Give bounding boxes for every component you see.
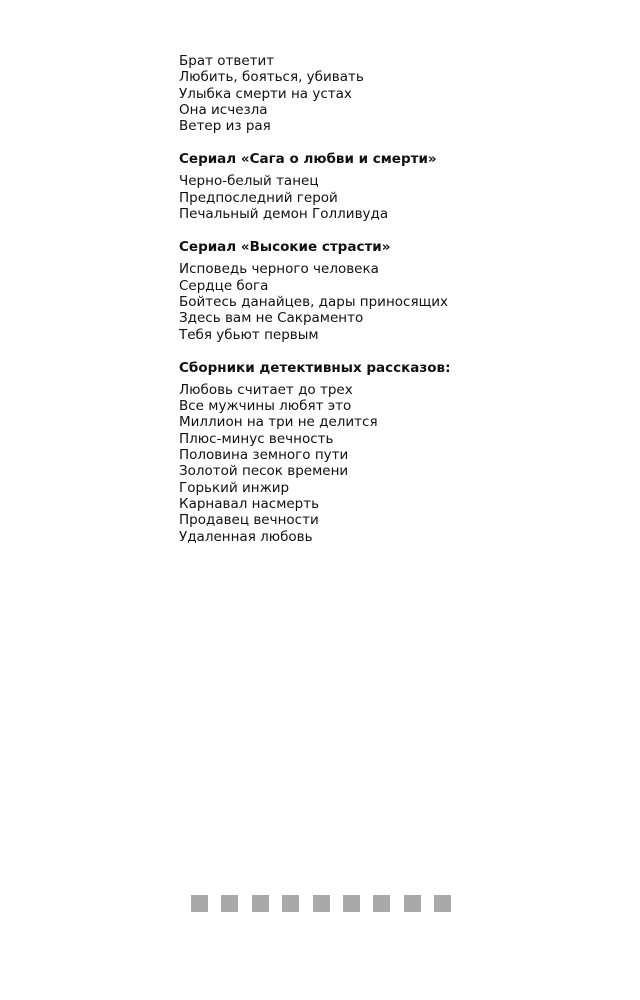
book-title: Все мужчины любят это [179,398,352,415]
section-standalone [179,53,619,134]
book-title: Брат ответит [179,53,275,69]
book-title: Печальный демон Голливуда [179,206,389,223]
ornament-square-icon [404,895,421,912]
book-title: Миллион на три не делится [179,414,378,431]
book-title: Она исчезла [179,101,268,118]
section-heading: Сборники детективных рассказов: [179,359,451,376]
book-title: Тебя убьют первым [179,326,319,343]
section-heading: Сериал «Сага о любви и смерти» [179,151,437,168]
ornament-square-icon [373,895,390,912]
title-list [179,53,619,134]
book-title: Половина земного пути [179,447,349,464]
book-title: Предпоследний герой [179,189,338,206]
book-title: Любовь считает до трех [179,381,353,398]
ornament-square-icon [191,895,208,912]
book-title: Любить, бояться, убивать [179,69,364,86]
ornament-square-icon [434,895,451,912]
book-title: Черно-белый танец [179,173,319,190]
title-list [179,261,619,342]
book-list [179,53,619,545]
book-title: Ветер из рая [179,118,271,135]
book-title: Удаленная любовь [179,528,313,545]
ornament-square-icon [252,895,269,912]
book-title: Исповедь черного человека [179,261,379,278]
book-title: Улыбка смерти на устах [179,85,352,102]
title-list [179,382,619,545]
section-story-collections [179,360,619,545]
book-title: Золотой песок времени [179,463,349,480]
title-list [179,173,619,222]
book-title: Плюс-минус вечность [179,430,334,447]
section-high-passions-series [179,239,619,342]
book-title: Сердце бога [179,277,269,294]
book-title: Продавец вечности [179,512,319,529]
section-heading: Сериал «Высокие страсти» [179,239,391,256]
book-title: Карнавал насмерть [179,495,320,512]
book-title: Бойтесь данайцев, дары приносящих [179,293,449,310]
book-title: Горький инжир [179,479,290,496]
ornament-square-icon [221,895,238,912]
ornament-square-icon [313,895,330,912]
ornament-square-icon [282,895,299,912]
decorative-square-ornament [191,894,451,912]
book-title: Здесь вам не Сакраменто [179,310,364,327]
ornament-square-icon [343,895,360,912]
section-saga-series [179,151,619,222]
